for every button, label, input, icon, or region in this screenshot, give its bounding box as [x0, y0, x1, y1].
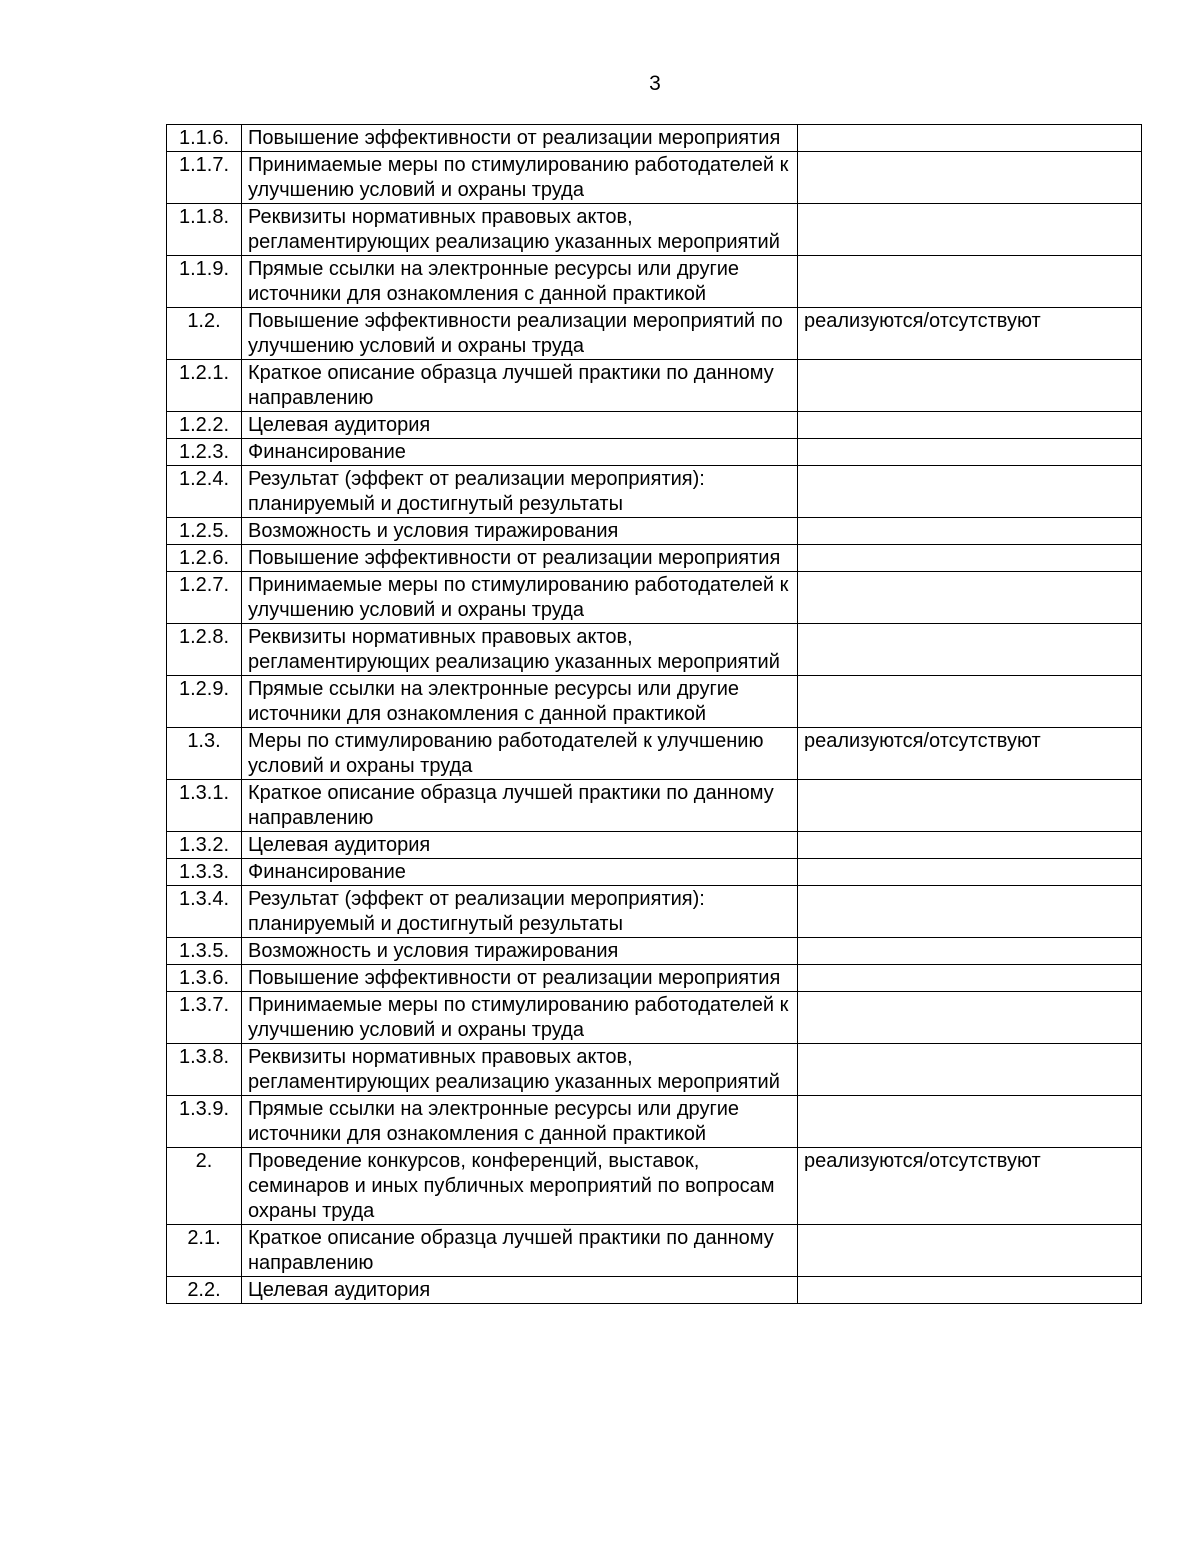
row-number-cell: 1.1.9. [167, 256, 242, 308]
table-row [167, 204, 1142, 256]
table-row [167, 125, 1142, 152]
table-row [167, 1044, 1142, 1096]
row-description-cell: Результат (эффект от реализации мероприятия): планируемый и достигнутый результаты [242, 886, 798, 938]
table-row [167, 938, 1142, 965]
row-description-cell: Проведение конкурсов, конференций, выставок, семинаров и иных публичных мероприятий по вопросам охраны труда [242, 1148, 798, 1225]
table-row [167, 518, 1142, 545]
row-number-cell: 1.2.5. [167, 518, 242, 545]
row-description-cell: Целевая аудитория [242, 412, 798, 439]
row-status-cell[interactable] [798, 886, 1142, 938]
row-description-cell: Возможность и условия тиражирования [242, 938, 798, 965]
row-status-cell[interactable] [798, 466, 1142, 518]
row-number-cell: 1.2.3. [167, 439, 242, 466]
row-description-cell: Повышение эффективности от реализации мероприятия [242, 965, 798, 992]
table-row [167, 439, 1142, 466]
row-status-cell[interactable] [798, 125, 1142, 152]
row-number-cell: 1.3.4. [167, 886, 242, 938]
row-number-cell: 1.3. [167, 728, 242, 780]
row-number-cell: 1.1.8. [167, 204, 242, 256]
row-number-cell: 1.2.7. [167, 572, 242, 624]
row-status-cell[interactable] [798, 572, 1142, 624]
table-row [167, 965, 1142, 992]
row-description-cell: Принимаемые меры по стимулированию работодателей к улучшению условий и охраны труда [242, 572, 798, 624]
table-row [167, 360, 1142, 412]
row-description-cell: Возможность и условия тиражирования [242, 518, 798, 545]
row-number-cell: 1.2.6. [167, 545, 242, 572]
row-description-cell: Краткое описание образца лучшей практики по данному направлению [242, 360, 798, 412]
row-number-cell: 2.1. [167, 1225, 242, 1277]
row-status-cell[interactable] [798, 152, 1142, 204]
row-description-cell: Прямые ссылки на электронные ресурсы или другие источники для ознакомления с данной практикой [242, 676, 798, 728]
row-number-cell: 1.3.9. [167, 1096, 242, 1148]
row-status-cell[interactable] [798, 204, 1142, 256]
row-status-cell[interactable] [798, 439, 1142, 466]
row-description-cell: Повышение эффективности от реализации мероприятия [242, 125, 798, 152]
row-status-cell[interactable] [798, 859, 1142, 886]
table-row [167, 308, 1142, 360]
row-description-cell: Прямые ссылки на электронные ресурсы или другие источники для ознакомления с данной практикой [242, 1096, 798, 1148]
table-row [167, 256, 1142, 308]
row-status-cell[interactable] [798, 412, 1142, 439]
row-number-cell: 1.1.6. [167, 125, 242, 152]
page-number: 3 [649, 72, 661, 95]
table-row [167, 1225, 1142, 1277]
row-description-cell: Реквизиты нормативных правовых актов, регламентирующих реализацию указанных мероприятий [242, 1044, 798, 1096]
row-description-cell: Финансирование [242, 859, 798, 886]
row-number-cell: 1.3.7. [167, 992, 242, 1044]
table-row [167, 886, 1142, 938]
row-number-cell: 1.3.6. [167, 965, 242, 992]
table-row [167, 412, 1142, 439]
row-description-cell: Краткое описание образца лучшей практики по данному направлению [242, 1225, 798, 1277]
row-status-cell[interactable]: реализуются/отсутствуют [798, 1148, 1142, 1225]
table-row [167, 780, 1142, 832]
row-number-cell: 1.2.2. [167, 412, 242, 439]
row-status-cell[interactable] [798, 1096, 1142, 1148]
row-number-cell: 1.2. [167, 308, 242, 360]
table-row [167, 624, 1142, 676]
table-row [167, 1096, 1142, 1148]
row-number-cell: 2. [167, 1148, 242, 1225]
row-status-cell[interactable]: реализуются/отсутствуют [798, 308, 1142, 360]
row-status-cell[interactable] [798, 360, 1142, 412]
table-row [167, 152, 1142, 204]
row-number-cell: 1.2.9. [167, 676, 242, 728]
row-status-cell[interactable] [798, 624, 1142, 676]
row-status-cell[interactable] [798, 965, 1142, 992]
row-number-cell: 1.2.1. [167, 360, 242, 412]
table-row [167, 992, 1142, 1044]
row-description-cell: Результат (эффект от реализации мероприятия): планируемый и достигнутый результаты [242, 466, 798, 518]
row-number-cell: 1.3.2. [167, 832, 242, 859]
row-description-cell: Реквизиты нормативных правовых актов, регламентирующих реализацию указанных мероприятий [242, 624, 798, 676]
row-description-cell: Целевая аудитория [242, 832, 798, 859]
row-number-cell: 1.3.3. [167, 859, 242, 886]
row-status-cell[interactable] [798, 1044, 1142, 1096]
row-status-cell[interactable] [798, 780, 1142, 832]
row-description-cell: Целевая аудитория [242, 1277, 798, 1304]
table-row [167, 859, 1142, 886]
row-status-cell[interactable] [798, 545, 1142, 572]
row-status-cell[interactable] [798, 518, 1142, 545]
row-description-cell: Финансирование [242, 439, 798, 466]
row-status-cell[interactable] [798, 676, 1142, 728]
table-row [167, 832, 1142, 859]
row-number-cell: 2.2. [167, 1277, 242, 1304]
row-status-cell[interactable] [798, 1277, 1142, 1304]
row-number-cell: 1.2.8. [167, 624, 242, 676]
row-number-cell: 1.3.1. [167, 780, 242, 832]
row-description-cell: Меры по стимулированию работодателей к улучшению условий и охраны труда [242, 728, 798, 780]
row-number-cell: 1.2.4. [167, 466, 242, 518]
row-status-cell[interactable] [798, 1225, 1142, 1277]
practice-form-table [166, 124, 1142, 1304]
row-description-cell: Реквизиты нормативных правовых актов, регламентирующих реализацию указанных мероприятий [242, 204, 798, 256]
table-row [167, 728, 1142, 780]
row-description-cell: Прямые ссылки на электронные ресурсы или другие источники для ознакомления с данной практикой [242, 256, 798, 308]
table-row [167, 466, 1142, 518]
table-row [167, 572, 1142, 624]
row-status-cell[interactable] [798, 256, 1142, 308]
row-number-cell: 1.3.5. [167, 938, 242, 965]
table-row [167, 676, 1142, 728]
row-description-cell: Краткое описание образца лучшей практики по данному направлению [242, 780, 798, 832]
row-status-cell[interactable] [798, 832, 1142, 859]
table-row [167, 545, 1142, 572]
row-description-cell: Повышение эффективности реализации мероприятий по улучшению условий и охраны труда [242, 308, 798, 360]
row-number-cell: 1.1.7. [167, 152, 242, 204]
row-status-cell[interactable] [798, 992, 1142, 1044]
row-status-cell[interactable] [798, 938, 1142, 965]
row-description-cell: Повышение эффективности от реализации мероприятия [242, 545, 798, 572]
row-description-cell: Принимаемые меры по стимулированию работодателей к улучшению условий и охраны труда [242, 152, 798, 204]
row-description-cell: Принимаемые меры по стимулированию работодателей к улучшению условий и охраны труда [242, 992, 798, 1044]
row-number-cell: 1.3.8. [167, 1044, 242, 1096]
table-row [167, 1277, 1142, 1304]
table-row [167, 1148, 1142, 1225]
row-status-cell[interactable]: реализуются/отсутствуют [798, 728, 1142, 780]
